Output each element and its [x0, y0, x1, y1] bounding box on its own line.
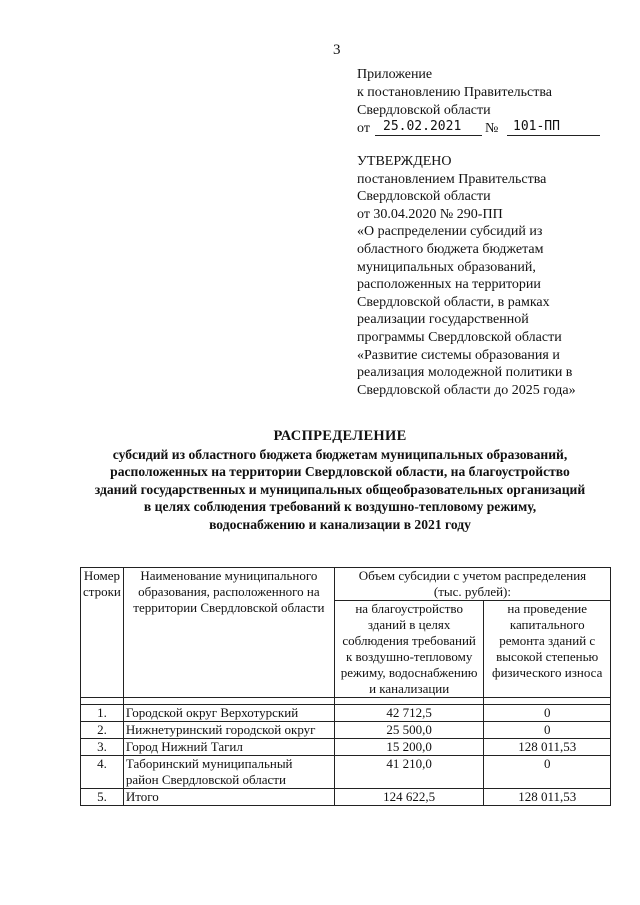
- row-value-repair: 0: [484, 722, 611, 739]
- approved-line: программы Свердловской области: [357, 329, 562, 345]
- appendix-block: [357, 66, 627, 138]
- title-line: зданий государственных и муниципальных общеобразовательных организаций: [94, 481, 586, 497]
- page-number: 3: [333, 42, 341, 58]
- table-total-row: [81, 789, 611, 806]
- row-number: 2.: [81, 722, 124, 739]
- document-title: [60, 428, 620, 534]
- row-value-improvement: 124 622,5: [334, 789, 484, 806]
- approved-block: [357, 153, 627, 399]
- header-col-improvement: на благоустройство зданий в целях соблюдения требований к воздушно-тепловому режиму, водоснабжению и канализации: [334, 601, 484, 698]
- approved-line: от 30.04.2020 № 290-ПП: [357, 206, 503, 222]
- title-line: субсидий из областного бюджета бюджетам муниципальных образований,: [112, 446, 568, 462]
- row-name: Город Нижний Тагил: [123, 739, 334, 756]
- decree-number: 101-ПП: [513, 119, 560, 134]
- table-spacer-row: [81, 698, 611, 705]
- approved-line: расположенных на территории: [357, 277, 541, 293]
- title-line: водоснабжению и канализации в 2021 году: [209, 516, 471, 532]
- row-number: 5.: [81, 789, 124, 806]
- table-row: [81, 756, 611, 789]
- row-number: 3.: [81, 739, 124, 756]
- appendix-date-row: [357, 120, 627, 138]
- approved-line: Свердловской области: [357, 189, 491, 205]
- row-name: Таборинский муниципальный район Свердловской области: [123, 756, 334, 789]
- approved-heading: УТВЕРЖДЕНО: [357, 154, 452, 169]
- table-row: [81, 739, 611, 756]
- decree-date: 25.02.2021: [383, 119, 462, 134]
- appendix-line: к постановлению Правительства: [357, 85, 553, 100]
- row-name: Итого: [123, 789, 334, 806]
- title-line: расположенных на территории Свердловской области, на благоустройство: [110, 464, 570, 480]
- row-value-repair: 128 011,53: [484, 739, 611, 756]
- title-main: РАСПРЕДЕЛЕНИЕ: [273, 428, 407, 444]
- header-col-repair: на проведение капитального ремонта зданий с высокой степенью физического износа: [484, 601, 611, 698]
- row-number: 4.: [81, 756, 124, 789]
- header-row-number: Номер строки: [81, 568, 124, 698]
- row-value-improvement: 25 500,0: [334, 722, 484, 739]
- approved-line: «О распределении субсидий из: [357, 224, 543, 240]
- approved-line: реализация молодежной политики в: [357, 365, 573, 381]
- header-name: Наименование муниципального образования, расположенного на территории Свердловской области: [123, 568, 334, 698]
- table-row: [81, 722, 611, 739]
- row-value-repair: 128 011,53: [484, 789, 611, 806]
- distribution-table: [80, 567, 611, 806]
- appendix-line: Приложение: [357, 67, 433, 82]
- approved-line: «Развитие системы образования и: [357, 347, 560, 363]
- row-value-improvement: 41 210,0: [334, 756, 484, 789]
- approved-line: Свердловской области до 2025 года»: [357, 382, 576, 398]
- title-line: в целях соблюдения требований к воздушно-тепловому режиму,: [143, 499, 537, 515]
- header-volume: Объем субсидии с учетом распределения (тыс. рублей):: [334, 568, 610, 601]
- number-sign: №: [485, 121, 499, 136]
- row-number: 1.: [81, 705, 124, 722]
- row-value-repair: 0: [484, 756, 611, 789]
- table-row: [81, 705, 611, 722]
- approved-line: постановлением Правительства: [357, 171, 547, 187]
- row-value-improvement: 15 200,0: [334, 739, 484, 756]
- approved-line: муниципальных образований,: [357, 259, 536, 275]
- approved-line: реализации государственной: [357, 312, 529, 328]
- row-name: Нижнетуринский городской округ: [123, 722, 334, 739]
- approved-line: областного бюджета бюджетам: [357, 241, 544, 257]
- row-value-improvement: 42 712,5: [334, 705, 484, 722]
- approved-line: Свердловской области, в рамках: [357, 294, 550, 310]
- appendix-line: Свердловской области: [357, 103, 491, 118]
- table-header-row: [81, 568, 611, 601]
- row-name: Городской округ Верхотурский: [123, 705, 334, 722]
- row-value-repair: 0: [484, 705, 611, 722]
- from-label: от: [357, 121, 370, 136]
